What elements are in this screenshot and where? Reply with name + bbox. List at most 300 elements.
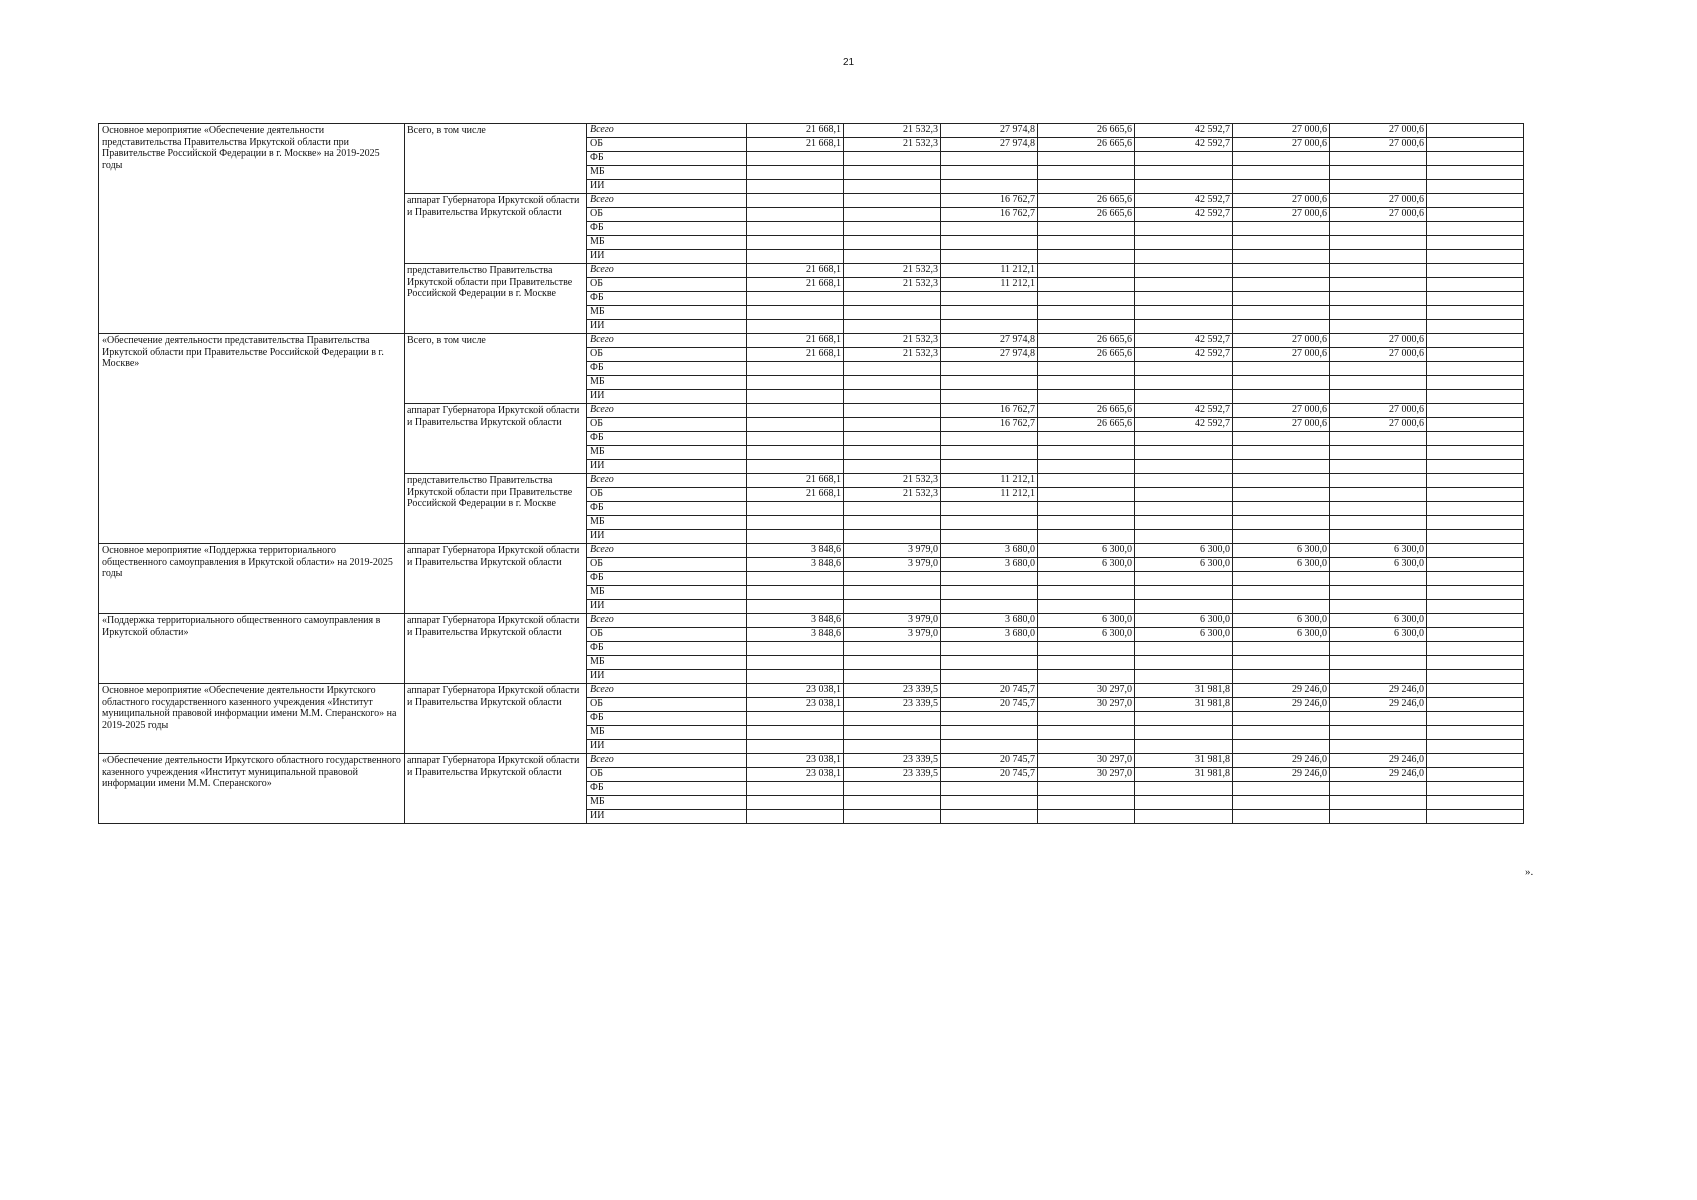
amount-cell bbox=[1038, 712, 1135, 726]
amount-cell bbox=[1233, 250, 1330, 264]
amount-cell: 23 339,5 bbox=[844, 768, 941, 782]
amount-cell bbox=[941, 166, 1038, 180]
amount-cell bbox=[1135, 320, 1233, 334]
amount-cell bbox=[1038, 782, 1135, 796]
amount-cell bbox=[844, 572, 941, 586]
amount-cell: 6 300,0 bbox=[1233, 628, 1330, 642]
amount-cell bbox=[1427, 656, 1524, 670]
amount-cell bbox=[844, 362, 941, 376]
funding-source: МБ bbox=[587, 166, 747, 180]
funding-source: ФБ bbox=[587, 362, 747, 376]
funding-source: Всего bbox=[587, 404, 747, 418]
amount-cell bbox=[1135, 488, 1233, 502]
amount-cell bbox=[1038, 306, 1135, 320]
amount-cell: 6 300,0 bbox=[1135, 614, 1233, 628]
amount-cell bbox=[1427, 740, 1524, 754]
amount-cell bbox=[1427, 222, 1524, 236]
amount-cell bbox=[1135, 446, 1233, 460]
amount-cell bbox=[1038, 376, 1135, 390]
funding-source: МБ bbox=[587, 446, 747, 460]
amount-cell bbox=[1233, 810, 1330, 824]
funding-source: ИИ bbox=[587, 670, 747, 684]
amount-cell bbox=[844, 740, 941, 754]
amount-cell: 42 592,7 bbox=[1135, 404, 1233, 418]
amount-cell bbox=[1233, 502, 1330, 516]
amount-cell bbox=[1427, 628, 1524, 642]
amount-cell bbox=[1427, 432, 1524, 446]
amount-cell bbox=[941, 180, 1038, 194]
amount-cell bbox=[941, 600, 1038, 614]
amount-cell bbox=[1135, 250, 1233, 264]
amount-cell bbox=[1233, 306, 1330, 320]
amount-cell bbox=[1233, 432, 1330, 446]
amount-cell bbox=[747, 516, 844, 530]
amount-cell bbox=[844, 166, 941, 180]
amount-cell: 27 000,6 bbox=[1330, 138, 1427, 152]
amount-cell bbox=[1135, 572, 1233, 586]
amount-cell: 16 762,7 bbox=[941, 194, 1038, 208]
amount-cell: 23 038,1 bbox=[747, 698, 844, 712]
amount-cell: 27 000,6 bbox=[1233, 348, 1330, 362]
funding-source: Всего bbox=[587, 474, 747, 488]
amount-cell bbox=[747, 222, 844, 236]
amount-cell bbox=[1330, 306, 1427, 320]
amount-cell bbox=[1233, 530, 1330, 544]
amount-cell bbox=[844, 376, 941, 390]
amount-cell bbox=[1135, 264, 1233, 278]
amount-cell: 29 246,0 bbox=[1330, 768, 1427, 782]
amount-cell bbox=[1038, 586, 1135, 600]
amount-cell bbox=[1427, 124, 1524, 138]
amount-cell bbox=[1038, 516, 1135, 530]
amount-cell bbox=[1427, 796, 1524, 810]
amount-cell bbox=[844, 530, 941, 544]
amount-cell bbox=[844, 712, 941, 726]
amount-cell: 27 000,6 bbox=[1233, 138, 1330, 152]
funding-source: ИИ bbox=[587, 180, 747, 194]
amount-cell bbox=[1427, 236, 1524, 250]
funding-source: МБ bbox=[587, 236, 747, 250]
amount-cell bbox=[1233, 712, 1330, 726]
amount-cell bbox=[1427, 670, 1524, 684]
amount-cell: 42 592,7 bbox=[1135, 348, 1233, 362]
amount-cell bbox=[747, 600, 844, 614]
funding-source: ОБ bbox=[587, 768, 747, 782]
amount-cell bbox=[1135, 600, 1233, 614]
amount-cell bbox=[1038, 474, 1135, 488]
amount-cell bbox=[1135, 390, 1233, 404]
amount-cell bbox=[1427, 264, 1524, 278]
amount-cell bbox=[1233, 152, 1330, 166]
amount-cell bbox=[1427, 320, 1524, 334]
amount-cell: 6 300,0 bbox=[1330, 544, 1427, 558]
amount-cell bbox=[1330, 572, 1427, 586]
amount-cell: 26 665,6 bbox=[1038, 334, 1135, 348]
funding-source: ИИ bbox=[587, 600, 747, 614]
amount-cell bbox=[844, 460, 941, 474]
amount-cell bbox=[1135, 460, 1233, 474]
amount-cell: 29 246,0 bbox=[1233, 754, 1330, 768]
amount-cell: 3 680,0 bbox=[941, 614, 1038, 628]
amount-cell: 27 974,8 bbox=[941, 124, 1038, 138]
amount-cell bbox=[1330, 488, 1427, 502]
amount-cell: 6 300,0 bbox=[1135, 558, 1233, 572]
amount-cell bbox=[1233, 222, 1330, 236]
amount-cell bbox=[1135, 502, 1233, 516]
amount-cell bbox=[1427, 278, 1524, 292]
amount-cell bbox=[1233, 796, 1330, 810]
amount-cell bbox=[1038, 264, 1135, 278]
amount-cell bbox=[941, 446, 1038, 460]
amount-cell bbox=[747, 656, 844, 670]
amount-cell: 30 297,0 bbox=[1038, 754, 1135, 768]
amount-cell bbox=[941, 572, 1038, 586]
amount-cell bbox=[747, 726, 844, 740]
amount-cell bbox=[844, 502, 941, 516]
amount-cell: 21 532,3 bbox=[844, 278, 941, 292]
amount-cell bbox=[1233, 390, 1330, 404]
budget-table bbox=[98, 123, 1524, 824]
amount-cell: 21 532,3 bbox=[844, 334, 941, 348]
amount-cell bbox=[1427, 684, 1524, 698]
funding-source: МБ bbox=[587, 516, 747, 530]
amount-cell: 3 680,0 bbox=[941, 544, 1038, 558]
amount-cell bbox=[1427, 376, 1524, 390]
amount-cell bbox=[1135, 236, 1233, 250]
amount-cell bbox=[844, 152, 941, 166]
funding-source: Всего bbox=[587, 614, 747, 628]
amount-cell bbox=[941, 152, 1038, 166]
amount-cell bbox=[747, 306, 844, 320]
amount-cell bbox=[1330, 236, 1427, 250]
amount-cell: 6 300,0 bbox=[1038, 558, 1135, 572]
amount-cell bbox=[1038, 320, 1135, 334]
amount-cell bbox=[941, 712, 1038, 726]
amount-cell bbox=[1233, 740, 1330, 754]
amount-cell bbox=[941, 586, 1038, 600]
amount-cell: 21 532,3 bbox=[844, 264, 941, 278]
amount-cell: 6 300,0 bbox=[1330, 614, 1427, 628]
amount-cell bbox=[1038, 656, 1135, 670]
amount-cell bbox=[1330, 502, 1427, 516]
amount-cell bbox=[844, 642, 941, 656]
amount-cell bbox=[1330, 152, 1427, 166]
amount-cell bbox=[941, 516, 1038, 530]
amount-cell: 6 300,0 bbox=[1233, 558, 1330, 572]
amount-cell: 6 300,0 bbox=[1330, 628, 1427, 642]
amount-cell bbox=[844, 726, 941, 740]
amount-cell: 27 974,8 bbox=[941, 138, 1038, 152]
amount-cell bbox=[1038, 362, 1135, 376]
amount-cell: 27 000,6 bbox=[1330, 208, 1427, 222]
amount-cell: 23 339,5 bbox=[844, 754, 941, 768]
funding-source: ФБ bbox=[587, 782, 747, 796]
funding-source: МБ bbox=[587, 586, 747, 600]
amount-cell: 30 297,0 bbox=[1038, 768, 1135, 782]
table-row bbox=[99, 124, 1524, 138]
amount-cell bbox=[1427, 516, 1524, 530]
measure-description: «Обеспечение деятельности Иркутского областного государственного казенного учреждения «Институт муниципальной правовой информации имени М.М. Сперанского» bbox=[99, 754, 405, 824]
funding-source: ФБ bbox=[587, 222, 747, 236]
amount-cell bbox=[747, 418, 844, 432]
amount-cell bbox=[1427, 810, 1524, 824]
amount-cell bbox=[1330, 446, 1427, 460]
amount-cell bbox=[1038, 180, 1135, 194]
amount-cell bbox=[1038, 292, 1135, 306]
amount-cell bbox=[1135, 782, 1233, 796]
amount-cell bbox=[1330, 376, 1427, 390]
amount-cell bbox=[1038, 530, 1135, 544]
funding-source: Всего bbox=[587, 334, 747, 348]
amount-cell bbox=[1135, 152, 1233, 166]
amount-cell: 21 668,1 bbox=[747, 264, 844, 278]
amount-cell: 29 246,0 bbox=[1233, 684, 1330, 698]
amount-cell bbox=[1330, 390, 1427, 404]
amount-cell bbox=[941, 362, 1038, 376]
amount-cell: 11 212,1 bbox=[941, 474, 1038, 488]
amount-cell bbox=[1427, 544, 1524, 558]
amount-cell bbox=[1233, 292, 1330, 306]
amount-cell: 31 981,8 bbox=[1135, 768, 1233, 782]
amount-cell bbox=[1330, 264, 1427, 278]
amount-cell: 21 532,3 bbox=[844, 474, 941, 488]
amount-cell: 21 532,3 bbox=[844, 488, 941, 502]
funding-source: МБ bbox=[587, 656, 747, 670]
amount-cell bbox=[1135, 362, 1233, 376]
amount-cell bbox=[1135, 474, 1233, 488]
amount-cell bbox=[1427, 418, 1524, 432]
amount-cell bbox=[747, 782, 844, 796]
funding-source: ОБ bbox=[587, 348, 747, 362]
amount-cell bbox=[747, 740, 844, 754]
funding-source: ИИ bbox=[587, 740, 747, 754]
amount-cell bbox=[844, 306, 941, 320]
amount-cell bbox=[1427, 642, 1524, 656]
funding-source: ОБ bbox=[587, 138, 747, 152]
amount-cell bbox=[1427, 726, 1524, 740]
funding-source: Всего bbox=[587, 264, 747, 278]
amount-cell bbox=[1135, 432, 1233, 446]
amount-cell bbox=[747, 460, 844, 474]
amount-cell bbox=[747, 586, 844, 600]
amount-cell bbox=[747, 180, 844, 194]
amount-cell bbox=[1038, 600, 1135, 614]
amount-cell: 31 981,8 bbox=[1135, 684, 1233, 698]
amount-cell: 26 665,6 bbox=[1038, 124, 1135, 138]
amount-cell bbox=[1135, 726, 1233, 740]
amount-cell bbox=[844, 292, 941, 306]
amount-cell bbox=[1038, 446, 1135, 460]
funding-source: МБ bbox=[587, 376, 747, 390]
amount-cell bbox=[1427, 194, 1524, 208]
amount-cell: 29 246,0 bbox=[1330, 698, 1427, 712]
amount-cell bbox=[747, 502, 844, 516]
amount-cell: 23 038,1 bbox=[747, 684, 844, 698]
amount-cell bbox=[1233, 446, 1330, 460]
amount-cell: 42 592,7 bbox=[1135, 208, 1233, 222]
amount-cell bbox=[1330, 474, 1427, 488]
executor-name: Всего, в том числе bbox=[405, 334, 587, 404]
amount-cell: 29 246,0 bbox=[1330, 684, 1427, 698]
amount-cell: 27 000,6 bbox=[1233, 334, 1330, 348]
amount-cell: 21 668,1 bbox=[747, 278, 844, 292]
measure-description: Основное мероприятие «Поддержка территориального общественного самоуправления в Иркутской области» на 2019-2025 годы bbox=[99, 544, 405, 614]
amount-cell bbox=[1330, 600, 1427, 614]
table-row bbox=[99, 334, 1524, 348]
amount-cell bbox=[1330, 180, 1427, 194]
funding-source: МБ bbox=[587, 796, 747, 810]
amount-cell bbox=[747, 362, 844, 376]
amount-cell bbox=[1038, 796, 1135, 810]
amount-cell bbox=[1135, 740, 1233, 754]
amount-cell: 3 848,6 bbox=[747, 558, 844, 572]
amount-cell: 26 665,6 bbox=[1038, 348, 1135, 362]
amount-cell bbox=[1233, 362, 1330, 376]
amount-cell bbox=[1427, 502, 1524, 516]
amount-cell bbox=[1233, 572, 1330, 586]
amount-cell bbox=[1330, 362, 1427, 376]
amount-cell bbox=[941, 782, 1038, 796]
amount-cell bbox=[1233, 782, 1330, 796]
amount-cell bbox=[941, 670, 1038, 684]
amount-cell bbox=[1427, 404, 1524, 418]
amount-cell bbox=[941, 656, 1038, 670]
funding-source: Всего bbox=[587, 544, 747, 558]
amount-cell bbox=[941, 390, 1038, 404]
measure-description: Основное мероприятие «Обеспечение деятельности Иркутского областного государственного казенного учреждения «Институт муниципальной правовой информации имени М.М. Сперанского» на 2019-2025 годы bbox=[99, 684, 405, 754]
amount-cell bbox=[747, 390, 844, 404]
amount-cell bbox=[844, 320, 941, 334]
amount-cell: 11 212,1 bbox=[941, 264, 1038, 278]
funding-source: МБ bbox=[587, 306, 747, 320]
amount-cell bbox=[1427, 446, 1524, 460]
amount-cell bbox=[1427, 306, 1524, 320]
amount-cell bbox=[1427, 334, 1524, 348]
amount-cell: 3 979,0 bbox=[844, 614, 941, 628]
amount-cell: 6 300,0 bbox=[1038, 544, 1135, 558]
amount-cell bbox=[1038, 670, 1135, 684]
amount-cell bbox=[1427, 600, 1524, 614]
amount-cell: 42 592,7 bbox=[1135, 194, 1233, 208]
amount-cell: 42 592,7 bbox=[1135, 418, 1233, 432]
amount-cell bbox=[1233, 656, 1330, 670]
amount-cell bbox=[1135, 670, 1233, 684]
funding-source: ИИ bbox=[587, 530, 747, 544]
amount-cell bbox=[844, 446, 941, 460]
amount-cell bbox=[1038, 726, 1135, 740]
amount-cell bbox=[1038, 810, 1135, 824]
amount-cell bbox=[747, 292, 844, 306]
amount-cell: 6 300,0 bbox=[1233, 614, 1330, 628]
amount-cell: 6 300,0 bbox=[1135, 544, 1233, 558]
amount-cell bbox=[747, 194, 844, 208]
amount-cell bbox=[941, 236, 1038, 250]
funding-source: ОБ bbox=[587, 208, 747, 222]
amount-cell bbox=[1038, 166, 1135, 180]
amount-cell: 42 592,7 bbox=[1135, 124, 1233, 138]
amount-cell bbox=[1135, 278, 1233, 292]
amount-cell bbox=[1427, 530, 1524, 544]
amount-cell: 3 979,0 bbox=[844, 558, 941, 572]
amount-cell: 27 000,6 bbox=[1233, 208, 1330, 222]
amount-cell bbox=[1038, 488, 1135, 502]
funding-source: ОБ bbox=[587, 698, 747, 712]
amount-cell bbox=[1135, 222, 1233, 236]
funding-source: ИИ bbox=[587, 810, 747, 824]
amount-cell: 23 339,5 bbox=[844, 684, 941, 698]
amount-cell bbox=[1330, 712, 1427, 726]
amount-cell bbox=[1330, 530, 1427, 544]
table-row bbox=[99, 684, 1524, 698]
funding-source: ИИ bbox=[587, 390, 747, 404]
amount-cell bbox=[941, 250, 1038, 264]
amount-cell: 27 000,6 bbox=[1233, 418, 1330, 432]
amount-cell bbox=[941, 530, 1038, 544]
amount-cell bbox=[1330, 222, 1427, 236]
amount-cell bbox=[747, 796, 844, 810]
funding-source: ОБ bbox=[587, 488, 747, 502]
amount-cell: 20 745,7 bbox=[941, 698, 1038, 712]
amount-cell: 16 762,7 bbox=[941, 208, 1038, 222]
amount-cell bbox=[1038, 502, 1135, 516]
amount-cell bbox=[941, 740, 1038, 754]
amount-cell bbox=[1038, 278, 1135, 292]
amount-cell bbox=[1038, 740, 1135, 754]
measure-description: «Поддержка территориального общественного самоуправления в Иркутской области» bbox=[99, 614, 405, 684]
amount-cell bbox=[747, 712, 844, 726]
funding-source: Всего bbox=[587, 194, 747, 208]
amount-cell: 3 979,0 bbox=[844, 628, 941, 642]
amount-cell bbox=[1330, 740, 1427, 754]
amount-cell bbox=[941, 306, 1038, 320]
amount-cell bbox=[747, 166, 844, 180]
amount-cell bbox=[747, 530, 844, 544]
amount-cell bbox=[1233, 726, 1330, 740]
amount-cell bbox=[1233, 600, 1330, 614]
amount-cell bbox=[1427, 586, 1524, 600]
amount-cell bbox=[941, 376, 1038, 390]
amount-cell bbox=[1233, 642, 1330, 656]
amount-cell bbox=[1427, 474, 1524, 488]
amount-cell bbox=[1330, 320, 1427, 334]
amount-cell bbox=[1038, 390, 1135, 404]
amount-cell bbox=[941, 726, 1038, 740]
amount-cell bbox=[844, 418, 941, 432]
amount-cell bbox=[1330, 278, 1427, 292]
amount-cell bbox=[941, 292, 1038, 306]
amount-cell bbox=[1427, 152, 1524, 166]
amount-cell bbox=[1427, 180, 1524, 194]
amount-cell: 6 300,0 bbox=[1233, 544, 1330, 558]
amount-cell bbox=[1038, 432, 1135, 446]
executor-name: аппарат Губернатора Иркутской области и Правительства Иркутской области bbox=[405, 754, 587, 824]
amount-cell: 21 668,1 bbox=[747, 474, 844, 488]
amount-cell: 30 297,0 bbox=[1038, 684, 1135, 698]
amount-cell bbox=[844, 782, 941, 796]
amount-cell bbox=[1233, 670, 1330, 684]
amount-cell: 21 532,3 bbox=[844, 348, 941, 362]
amount-cell bbox=[1135, 180, 1233, 194]
amount-cell bbox=[1233, 278, 1330, 292]
funding-source: ИИ bbox=[587, 460, 747, 474]
amount-cell bbox=[1330, 432, 1427, 446]
amount-cell bbox=[1135, 292, 1233, 306]
amount-cell bbox=[1135, 516, 1233, 530]
amount-cell bbox=[1427, 292, 1524, 306]
amount-cell: 3 848,6 bbox=[747, 614, 844, 628]
amount-cell bbox=[844, 586, 941, 600]
funding-source: ФБ bbox=[587, 502, 747, 516]
